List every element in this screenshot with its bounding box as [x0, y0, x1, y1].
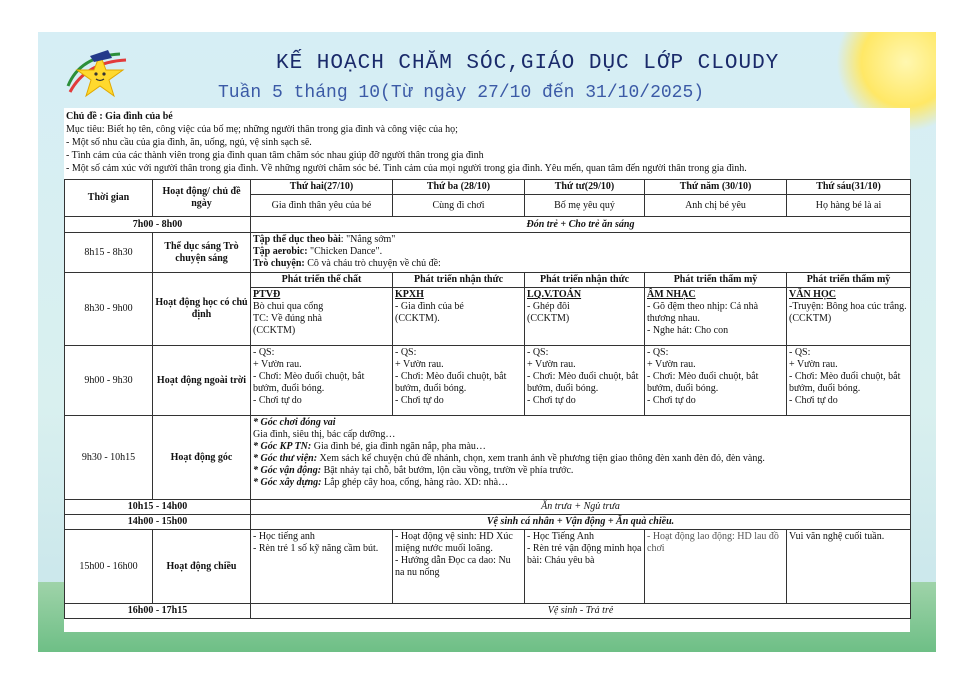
lesson-thu-line: - Nghe hát: Cho con: [647, 325, 729, 336]
activity-exercise: Thể dục sáng Trò chuyện sáng: [153, 233, 251, 273]
row-areas: [65, 273, 911, 288]
row-afternoon-hygiene: [65, 515, 911, 530]
header-activity: Hoạt động/ chủ đề ngày: [153, 180, 251, 217]
area-fri: Phát triển thẩm mỹ: [787, 273, 911, 288]
time-arrival: 7h00 - 8h00: [65, 217, 251, 233]
exercise-details: [251, 233, 911, 273]
goal-line: Mục tiêu: Biết họ tên, công việc của bố mẹ; những người thân trong gia đình và công việc của họ;: [66, 124, 458, 135]
corner-motor-label: * Góc vận động:: [253, 465, 322, 476]
table-header-row: [65, 180, 911, 195]
row-corners: [65, 416, 911, 500]
row-lunch: [65, 500, 911, 515]
lesson-wed: [525, 288, 645, 346]
afternoon-wed: - Học Tiếng Anh - Rèn trẻ vận động minh họa bài: Cháu yêu bà: [525, 530, 645, 604]
star-mascot-logo: [60, 46, 140, 106]
row-arrival: [65, 217, 911, 233]
aerobic-text: "Chicken Dance".: [307, 246, 383, 257]
page-subtitle: Tuần 5 tháng 10(Từ ngày 27/10 đến 31/10/2025): [218, 83, 705, 103]
activity-afternoon: Hoạt động chiều: [153, 530, 251, 604]
afternoon-tue: - Hoạt động vệ sinh: HD Xúc miệng nước muối loãng. - Hướng dẫn Đọc ca dao: Nu na nu nống: [393, 530, 525, 604]
exercise-text: : "Nắng sớm": [340, 234, 396, 245]
row-departure: [65, 604, 911, 619]
lunch-text: Ăn trưa + Ngủ trưa: [251, 500, 911, 515]
day-topic-fri: Họ hàng bé là ai: [787, 195, 911, 217]
lesson-mon: [251, 288, 393, 346]
lesson-wed-line: - Ghép đôi: [527, 301, 570, 312]
time-corners: 9h30 - 10h15: [65, 416, 153, 500]
lesson-fri-line: (CCKTM): [789, 313, 832, 324]
area-tue: Phát triển nhận thức: [393, 273, 525, 288]
time-hygiene: 14h00 - 15h00: [65, 515, 251, 530]
afternoon-thu: - Hoạt động lao động: HD lau đồ chơi: [645, 530, 787, 604]
subject-tue: KPXH: [395, 289, 424, 300]
corners-details: [251, 416, 911, 500]
time-afternoon: 15h00 - 16h00: [65, 530, 153, 604]
intro-line-1: - Một số nhu cầu của gia đình, ăn, uống, ngủ, vệ sinh sạch sẽ.: [66, 137, 312, 148]
lesson-mon-line: Bò chui qua cổng: [253, 301, 324, 312]
intro-section: [66, 110, 906, 175]
day-topic-mon: Gia đình thân yêu của bé: [251, 195, 393, 217]
time-outdoor: 9h00 - 9h30: [65, 346, 153, 416]
corner-library-label: * Góc thư viện:: [253, 453, 318, 464]
activity-corners: Hoạt động góc: [153, 416, 251, 500]
subject-thu: ÂM NHẠC: [647, 289, 696, 300]
lesson-thu: [645, 288, 787, 346]
lesson-tue: [393, 288, 525, 346]
header-day-thu: Thứ năm (30/10): [645, 180, 787, 195]
intro-line-2: - Tình cảm của các thành viên trong gia đình quan tâm chăm sóc nhau giúp đỡ người thân trong gia đình: [66, 150, 484, 161]
corner-roleplay-label: * Góc chơi đóng vai: [253, 417, 336, 428]
time-departure: 16h00 - 17h15: [65, 604, 251, 619]
aerobic-label: Tập aerobic:: [253, 246, 308, 257]
corner-roleplay-text: Gia đình, siêu thị, bác cấp dưỡng…: [253, 429, 396, 440]
day-topic-thu: Anh chị bé yêu: [645, 195, 787, 217]
row-morning-exercise: [65, 233, 911, 273]
time-exercise: 8h15 - 8h30: [65, 233, 153, 273]
chat-text: Cô và cháu trò chuyện về chủ đề:: [304, 258, 441, 269]
area-thu: Phát triển thẩm mỹ: [645, 273, 787, 288]
chat-label: Trò chuyện:: [253, 258, 305, 269]
header-day-fri: Thứ sáu(31/10): [787, 180, 911, 195]
lesson-thu-line: - Gõ đệm theo nhịp: Cả nhà thương nhau.: [647, 301, 759, 324]
activity-outdoor: Hoạt động ngoài trời: [153, 346, 251, 416]
page-title: KẾ HOẠCH CHĂM SÓC,GIÁO DỤC LỚP CLOUDY: [276, 52, 780, 75]
lesson-mon-line: TC: Về đúng nhà: [253, 313, 322, 324]
header-time: Thời gian: [65, 180, 153, 217]
corner-discovery-text: Gia đình bé, gia đình ngăn nắp, pha màu…: [311, 441, 486, 452]
afternoon-fri: Vui văn nghệ cuối tuần.: [787, 530, 911, 604]
subject-fri: VĂN HỌC: [789, 289, 836, 300]
area-wed: Phát triển nhận thức: [525, 273, 645, 288]
row-outdoor: [65, 346, 911, 416]
header-day-tue: Thứ ba (28/10): [393, 180, 525, 195]
lesson-tue-line: - Gia đình của bé: [395, 301, 464, 312]
time-lunch: 10h15 - 14h00: [65, 500, 251, 515]
lesson-tue-line: (CCKTM).: [395, 313, 440, 324]
time-lesson: 8h30 - 9h00: [65, 273, 153, 346]
exercise-label: Tập thể dục theo bài: [253, 234, 341, 245]
arrival-text: Đón trẻ + Cho trẻ ăn sáng: [251, 217, 911, 233]
outdoor-wed: - QS: + Vườn rau. - Chơi: Mèo đuổi chuột, bắt bướm, đuổi bóng. - Chơi tự do: [525, 346, 645, 416]
hygiene-text: Vệ sinh cá nhân + Vận động + Ăn quà chiều.: [251, 515, 911, 530]
row-afternoon: [65, 530, 911, 604]
corner-discovery-label: * Góc KP TN:: [253, 441, 312, 452]
topic-line: Chủ đề : Gia đình của bé: [66, 111, 173, 122]
outdoor-fri: - QS: + Vườn rau. - Chơi: Mèo đuổi chuột, bắt bướm, đuổi bóng. - Chơi tự do: [787, 346, 911, 416]
day-topic-tue: Cùng đi chơi: [393, 195, 525, 217]
intro-line-3: - Một số cảm xúc với người thân trong gia đình. Về những người chăm sóc bé. Tình cảm của mọi người trong gia đình. Yêu mến, quan tâm đến người thân trong gia đình.: [66, 163, 747, 174]
weekly-plan-table: [64, 179, 911, 619]
header-day-wed: Thứ tư(29/10): [525, 180, 645, 195]
lesson-fri-line: -Truyện: Bông hoa cúc trắng.: [789, 301, 907, 312]
departure-text: Vệ sinh - Trả trẻ: [251, 604, 911, 619]
lesson-mon-line: (CCKTM): [253, 325, 296, 336]
subject-wed: LQ.V.TOÁN: [527, 289, 582, 300]
area-mon: Phát triển thể chất: [251, 273, 393, 288]
lesson-fri: [787, 288, 911, 346]
activity-lesson: Hoạt động học có chủ định: [153, 273, 251, 346]
day-topic-wed: Bố mẹ yêu quý: [525, 195, 645, 217]
corner-building-label: * Góc xây dựng:: [253, 477, 322, 488]
outdoor-thu: - QS: + Vườn rau. - Chơi: Mèo đuổi chuột, bắt bướm, đuổi bóng. - Chơi tự do: [645, 346, 787, 416]
corner-library-text: Xem sách kể chuyện chủ đề nhánh, chọn, xem tranh ảnh về phương tiện giao thông đèn xanh đèn đỏ, đèn vàng.: [317, 453, 765, 464]
outdoor-mon: - QS: + Vườn rau. - Chơi: Mèo đuổi chuột, bắt bướm, đuổi bóng. - Chơi tự do: [251, 346, 393, 416]
outdoor-tue: - QS: + Vườn rau. - Chơi: Mèo đuổi chuột, bắt bướm, đuổi bóng. - Chơi tự do: [393, 346, 525, 416]
subject-mon: PTVĐ: [253, 289, 281, 300]
afternoon-mon: - Học tiếng anh - Rèn trẻ 1 số kỹ năng cầm bút.: [251, 530, 393, 604]
lesson-wed-line: (CCKTM): [527, 313, 570, 324]
header-day-mon: Thứ hai(27/10): [251, 180, 393, 195]
corner-motor-text: Bật nhảy tại chỗ, bắt bướm, lộn cầu vồng, trườn về phía trước.: [321, 465, 574, 476]
corner-building-text: Lắp ghép cây hoa, cổng, hàng rào. XD: nhà…: [321, 477, 509, 488]
